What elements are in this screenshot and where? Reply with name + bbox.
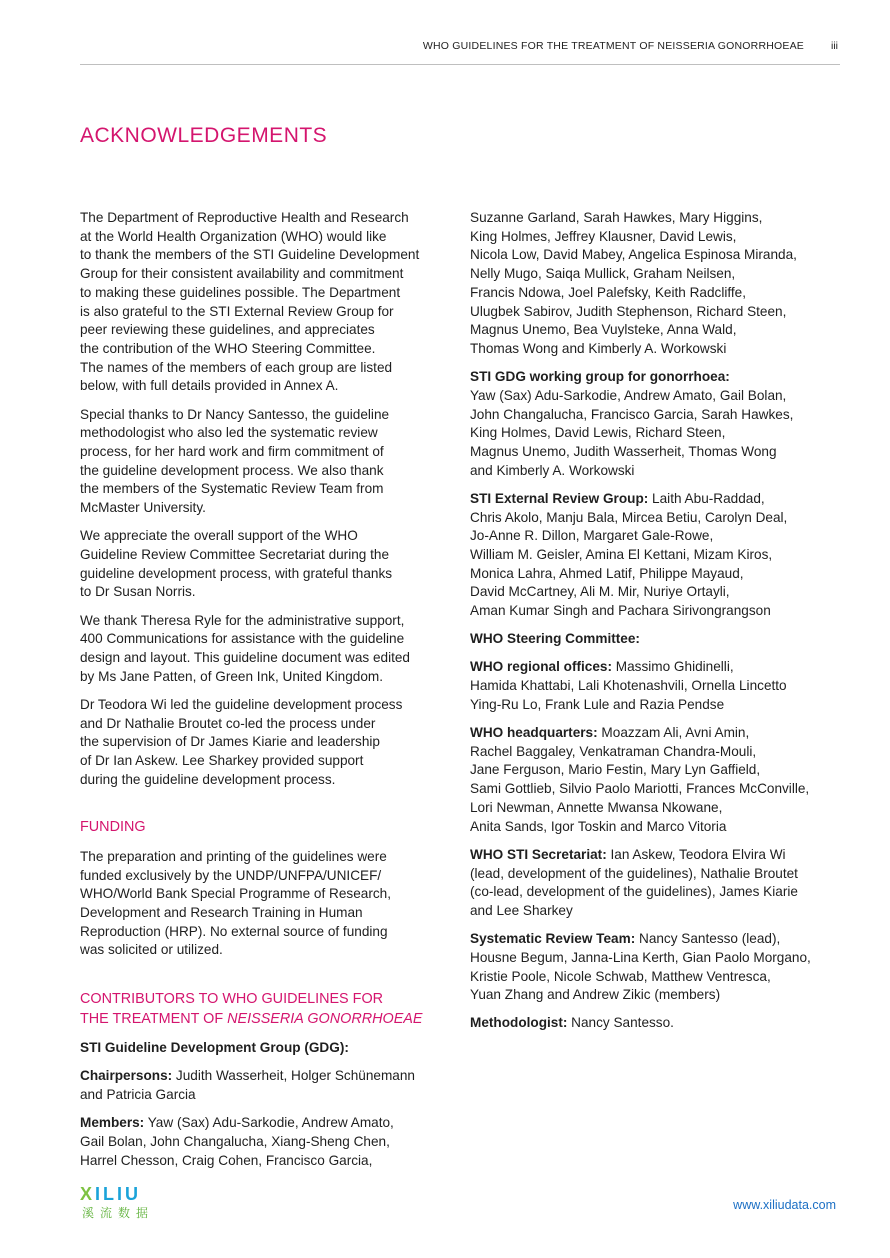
contributors-heading <box>80 990 445 1029</box>
leadership-paragraph: Dr Teodora Wi led the guideline development process and Dr Nathalie Broutet co-led the process under the supervision of Dr James Kiarie and leadership of Dr Ian Askew. Lee Sharkey provided support during the guideline development process. <box>80 696 403 787</box>
members-text: Yaw (Sax) Adu-Sarkodie, Andrew Amato, Gail Bolan, John Changalucha, Xiang-Sheng Chen, Harrel Chesson, Craig Cohen, Francisco Garcia, <box>80 1115 394 1168</box>
members-paragraph <box>80 1114 445 1170</box>
header-title: WHO GUIDELINES FOR THE TREATMENT OF NEISSERIA GONORRHOEAE <box>422 40 804 52</box>
gdg-label: STI Guideline Development Group (GDG): <box>80 1040 349 1056</box>
page-number: iii <box>831 40 838 52</box>
chairpersons-label: Chairpersons: <box>80 1068 173 1084</box>
funding-heading: FUNDING <box>80 819 146 836</box>
contributors-heading-line1: CONTRIBUTORS TO WHO GUIDELINES FOR <box>80 991 384 1008</box>
steering-label: WHO Steering Committee: <box>470 631 640 647</box>
review-team-label: Systematic Review Team: <box>470 931 636 947</box>
secretariat-paragraph <box>470 846 840 921</box>
secretariat-text: Ian Askew, Teodora Elvira Wi (lead, development of the guidelines), Nathalie Broutet (co-lead, development of the guidelines), James Kiarie and Lee Sharkey <box>470 846 798 918</box>
left-column <box>80 209 445 1180</box>
intro-paragraph: The Department of Reproductive Health and Research at the World Health Organization (WHO) would like to thank the members of the STI Guideline Development Group for their consistent availability and commitment to making these guidelines possible. The Department is also grateful to the STI External Review Group for peer reviewing these guidelines, and appreciates the contribution of the WHO Steering Committee. The names of the members of each group are listed below, with full details provided in Annex A. <box>80 210 420 394</box>
methodologist-text: Nancy Santesso. <box>567 1015 674 1031</box>
thanks-paragraph: Special thanks to Dr Nancy Santesso, the guideline methodologist who also led the systematic review process, for her hard work and firm commitment of the guideline development process. We also thank the members of the Systematic Review Team from McMaster University. <box>80 406 390 516</box>
external-review-paragraph <box>470 490 840 621</box>
working-group-label: STI GDG working group for gonorrhoea: <box>470 369 730 385</box>
page-title: ACKNOWLEDGEMENTS <box>80 124 328 147</box>
admin-paragraph: We thank Theresa Ryle for the administrative support, 400 Communications for assistance with the guideline design and layout. This guideline document was edited by Ms Jane Patten, of Green Ink, United Kingdom. <box>80 612 410 684</box>
headquarters-text: Moazzam Ali, Avni Amin, Rachel Baggaley, Venkatraman Chandra-Mouli, Jane Ferguson, Mario Festin, Mary Lyn Gaffield, Sami Gottlieb, Silvio Paolo Mariotti, Frances McConville, Lori Newman, Annette Mwansa Nkowane, Anita Sands, Igor Toskin and Marco Vitoria <box>470 725 810 834</box>
working-group-paragraph <box>470 368 840 480</box>
methodologist-label: Methodologist: <box>470 1015 568 1031</box>
secretariat-label: WHO STI Secretariat: <box>470 846 607 862</box>
chairpersons-text: Judith Wasserheit, Holger Schünemann and Patricia Garcia <box>80 1068 415 1103</box>
external-review-label: STI External Review Group: <box>470 490 649 506</box>
footer-url-link[interactable]: www.xiliudata.com <box>733 1198 836 1212</box>
members-label: Members: <box>80 1115 145 1131</box>
support-paragraph: We appreciate the overall support of the WHO Guideline Review Committee Secretariat during the guideline development process, with grateful thanks to Dr Susan Norris. <box>80 528 393 600</box>
watermark-logo <box>80 1184 164 1220</box>
right-column <box>470 209 840 1043</box>
funding-paragraph: The preparation and printing of the guidelines were funded exclusively by the UNDP/UNFPA/UNICEF/ WHO/World Bank Special Programme of Research, Development and Research Training in Human Reproduction (HRP). No external source of funding was solicited or utilized. <box>80 848 392 958</box>
methodologist-paragraph <box>470 1014 840 1033</box>
headquarters-paragraph <box>470 724 840 836</box>
logo-wordmark <box>80 1184 141 1205</box>
logo-x: X <box>80 1184 96 1204</box>
chairpersons-paragraph <box>80 1067 445 1104</box>
steering-paragraph <box>470 630 840 649</box>
contributors-heading-prefix: THE TREATMENT OF <box>80 1010 228 1027</box>
logo-chinese: 溪流数据 <box>82 1206 155 1220</box>
external-review-text: Laith Abu-Raddad, Chris Akolo, Manju Bala, Mircea Betiu, Carolyn Deal, Jo-Anne R. Dillon, Margaret Gale-Rowe, William M. Geisler, Amina El Kettani, Mizam Kiros, Monica Lahra, Ahmed Latif, Philippe Mayaud, David McCartney, Ali M. Mir, Nuriye Ortayli, Aman Kumar Singh and Pachara Sirivongrangson <box>470 490 788 619</box>
members-continued: Suzanne Garland, Sarah Hawkes, Mary Higgins, King Holmes, Jeffrey Klausner, David Lewis, Nicola Low, David Mabey, Angelica Espinosa Miranda, Nelly Mugo, Saiqa Mullick, Graham Neilsen, Francis Ndowa, Joel Palefsky, Keith Radcliffe, Ulugbek Sabirov, Judith Stephenson, Richard Steen, Magnus Unemo, Bea Vuylsteke, Anna Wald, Thomas Wong and Kimberly A. Workowski <box>470 210 797 356</box>
regional-text: Massimo Ghidinelli, Hamida Khattabi, Lali Khotenashvili, Ornella Lincetto Ying-Ru Lo, Frank Lule and Razia Pendse <box>470 659 787 712</box>
logo-rest: ILIU <box>95 1184 142 1204</box>
running-header <box>80 34 840 65</box>
review-team-text: Nancy Santesso (lead), Housne Begum, Janna-Lina Kerth, Gian Paolo Morgano, Kristie Poole, Nicole Schwab, Matthew Ventresca, Yuan Zhang and Andrew Zikic (members) <box>470 931 811 1003</box>
regional-paragraph <box>470 658 840 714</box>
gdg-label-paragraph <box>80 1039 445 1058</box>
working-group-text: Yaw (Sax) Adu-Sarkodie, Andrew Amato, Gail Bolan, John Changalucha, Francisco Garcia, Sarah Hawkes, King Holmes, David Lewis, Richard Steen, Magnus Unemo, Judith Wasserheit, Thomas Wong and Kimberly A. Workowski <box>470 387 794 478</box>
regional-label: WHO regional offices: <box>470 659 612 675</box>
headquarters-label: WHO headquarters: <box>470 725 598 741</box>
contributors-heading-italic: NEISSERIA GONORRHOEAE <box>227 1010 423 1027</box>
review-team-paragraph <box>470 930 840 1005</box>
